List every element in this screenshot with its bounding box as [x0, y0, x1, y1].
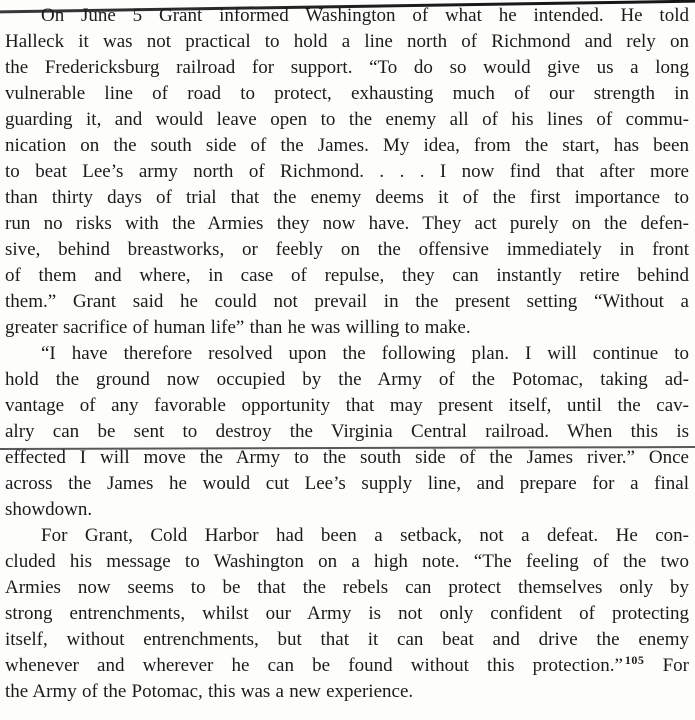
paragraph — [5, 3, 689, 341]
text-line: to beat Lee’s army north of Richmond. . . . I now find that after more — [5, 161, 689, 182]
text-line: the Fredericksburg railroad for support. “To do so would give us a long — [5, 57, 689, 78]
text-line: run no risks with the Armies they now have. They act purely on the defen- — [5, 213, 689, 234]
text-line: For Grant, Cold Harbor had been a setback, not a defeat. He con- — [41, 525, 689, 546]
text-line: Armies now seems to be that the rebels can protect themselves only by — [5, 577, 689, 598]
text-line: itself, without entrenchments, but that it can beat and drive the enemy — [5, 629, 689, 650]
paragraph — [5, 523, 689, 705]
text-line: across the James he would cut Lee’s supply line, and prepare for a final — [5, 473, 689, 494]
text-line: of them and where, in case of repulse, they can instantly retire behind — [5, 265, 689, 286]
text-line: effected I will move the Army to the south side of the James river.” Once — [5, 447, 689, 468]
text-line: nication on the south side of the James. My idea, from the start, has been — [5, 135, 689, 156]
paragraph — [5, 341, 689, 523]
text-line — [5, 653, 689, 679]
text-line: sive, behind breastworks, or feebly on the offensive immediately in front — [5, 239, 689, 260]
text-line: alry can be sent to destroy the Virginia Central railroad. When this is — [5, 421, 689, 442]
text-line: showdown. — [5, 499, 93, 520]
text-line: the Army of the Potomac, this was a new experience. — [5, 681, 414, 702]
text-line: “I have therefore resolved upon the following plan. I will continue to — [41, 343, 689, 364]
text-line: cluded his message to Washington on a high note. “The feeling of the two — [5, 551, 689, 572]
text-line: strong entrenchments, whilst our Army is not only confident of protecting — [5, 603, 689, 624]
page-text — [5, 3, 689, 705]
text-line: Halleck it was not practical to hold a line north of Richmond and rely on — [5, 31, 689, 52]
text-line: than thirty days of trial that the enemy deems it of the first importance to — [5, 187, 689, 208]
text-segment: whenever and wherever he can be found without this protection.” — [5, 655, 623, 676]
text-line: hold the ground now occupied by the Army of the Potomac, taking ad- — [5, 369, 689, 390]
text-line: vantage of any favorable opportunity that may present itself, until the cav- — [5, 395, 689, 416]
text-line: vulnerable line of road to protect, exhausting much of our strength in — [5, 83, 689, 104]
text-line: guarding it, and would leave open to the enemy all of his lines of commu- — [5, 109, 689, 130]
footnote-reference: 105 — [624, 652, 645, 667]
text-segment: For — [644, 655, 689, 676]
text-line: them.” Grant said he could not prevail in the present setting “Without a — [5, 291, 689, 312]
text-line: greater sacrifice of human life” than he was willing to make. — [5, 317, 471, 338]
text-line: On June 5 Grant informed Washington of what he intended. He told — [41, 5, 689, 26]
